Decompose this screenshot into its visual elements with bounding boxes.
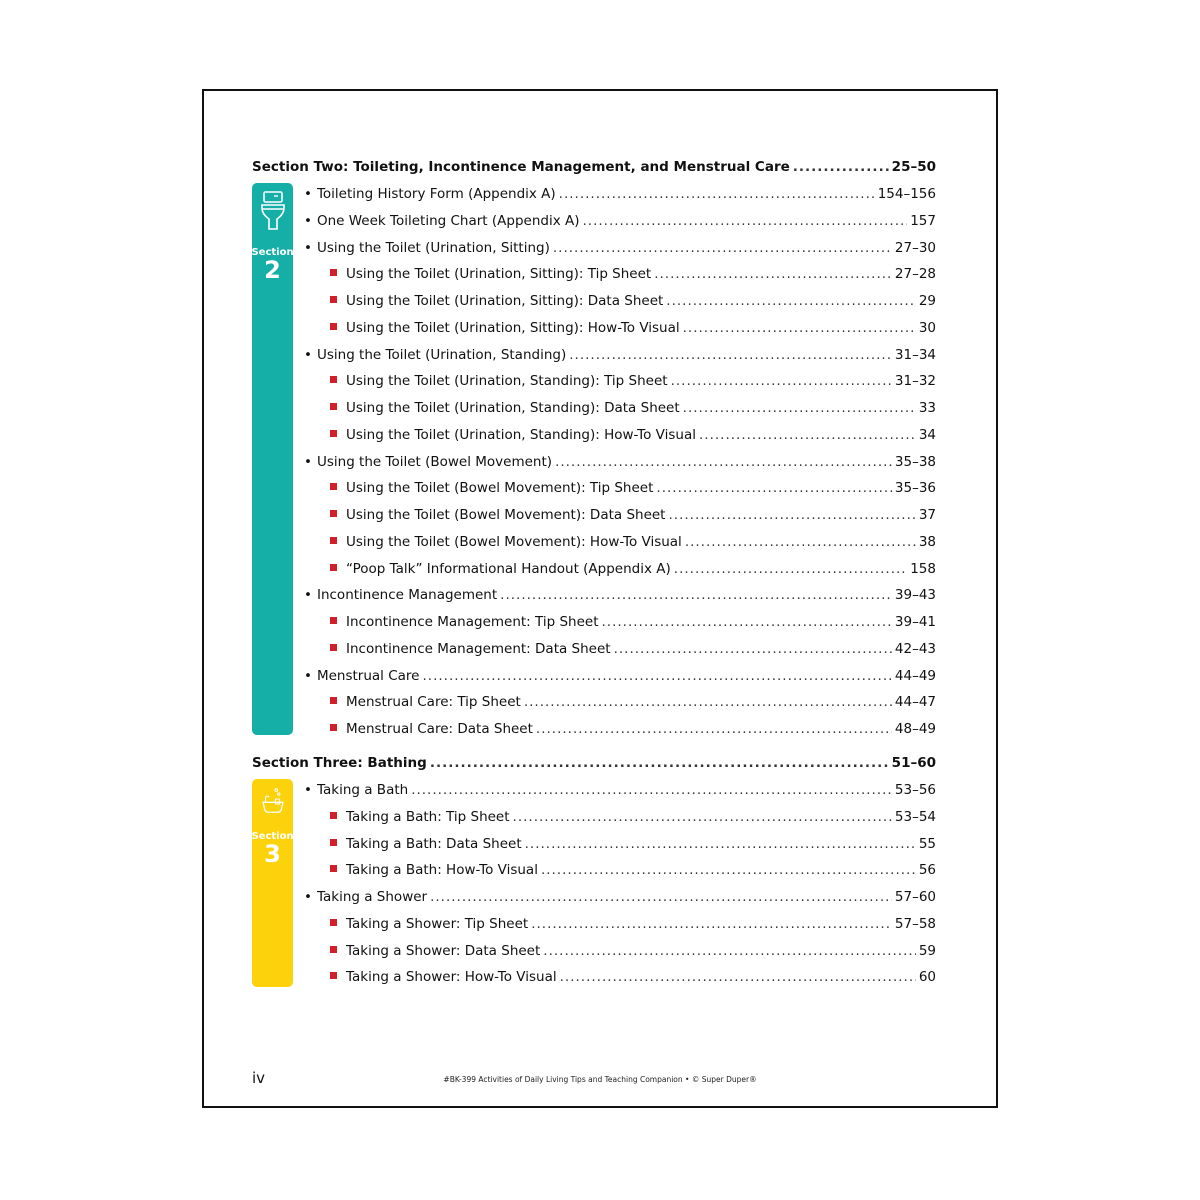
toc-entry[interactable]	[330, 561, 936, 577]
toc-entry[interactable]	[330, 836, 936, 852]
entry-title: Taking a Shower: How-To Visual	[346, 969, 557, 986]
dot-leader	[683, 320, 916, 336]
entry-title: Using the Toilet (Urination, Standing): Tip Sheet	[346, 373, 668, 390]
dot-leader	[685, 534, 916, 550]
page-range: 154–156	[877, 186, 936, 202]
tab-number: 3	[264, 840, 281, 868]
section-tab	[252, 183, 293, 735]
dot-leader	[583, 213, 908, 229]
page-range: 35–36	[894, 480, 936, 497]
dot-leader	[531, 916, 892, 932]
bathtub-icon	[259, 785, 287, 823]
dot-leader	[656, 480, 891, 496]
dot-leader	[560, 969, 916, 985]
dot-leader	[411, 782, 892, 798]
entry-title: Using the Toilet (Urination, Sitting): Data Sheet	[346, 293, 664, 309]
entry-title: Using the Toilet (Urination, Sitting): Tip Sheet	[346, 266, 652, 283]
dot-leader	[536, 721, 892, 737]
toc-entry[interactable]	[304, 347, 936, 363]
page-range: 57–58	[894, 915, 936, 932]
toc-entry[interactable]	[330, 427, 936, 443]
entry-title: Using the Toilet (Bowel Movement)	[316, 453, 553, 470]
toc-entry[interactable]	[304, 782, 936, 798]
dot-leader	[513, 809, 892, 825]
dot-leader	[602, 614, 892, 630]
toc-entry[interactable]	[330, 862, 936, 878]
red-square-bullet-icon	[330, 537, 337, 544]
section-heading[interactable]	[252, 159, 936, 175]
dot-leader	[543, 943, 916, 959]
page-range: 39–41	[894, 614, 936, 630]
dot-leader	[553, 240, 892, 256]
entry-title: Menstrual Care: Data Sheet	[346, 721, 533, 737]
dot-leader	[654, 266, 892, 282]
dot-leader	[569, 347, 892, 363]
page-range: 57–60	[894, 889, 936, 905]
toc-entry[interactable]	[330, 969, 936, 985]
entry-title: Using the Toilet (Urination, Standing): Data Sheet	[346, 400, 680, 416]
toc-entry[interactable]	[330, 373, 936, 389]
toc-entry[interactable]	[304, 668, 936, 684]
dot-leader	[683, 400, 916, 416]
page-range: 53–54	[894, 808, 936, 825]
page-range: 60	[918, 969, 936, 986]
entry-title: Taking a Bath: Data Sheet	[346, 835, 522, 852]
page-range: 55	[918, 835, 936, 852]
page-range: 33	[918, 400, 936, 416]
toc-entry[interactable]	[330, 266, 936, 282]
entry-title: Menstrual Care: Tip Sheet	[346, 694, 521, 711]
toc-entry[interactable]	[330, 694, 936, 710]
dot-leader	[430, 889, 892, 905]
red-square-bullet-icon	[330, 269, 337, 276]
bullet-icon: •	[304, 587, 312, 604]
dot-leader	[430, 755, 889, 771]
entry-title: Using the Toilet (Urination, Sitting)	[316, 239, 550, 256]
bullet-icon: •	[304, 782, 312, 798]
red-square-bullet-icon	[330, 510, 337, 517]
red-square-bullet-icon	[330, 865, 337, 872]
dot-leader	[541, 862, 916, 878]
toc-entry[interactable]	[330, 293, 936, 309]
red-square-bullet-icon	[330, 323, 337, 330]
toc-entry[interactable]	[330, 480, 936, 496]
entry-title: Taking a Shower: Data Sheet	[346, 942, 541, 959]
red-square-bullet-icon	[330, 724, 337, 731]
toc-entry[interactable]	[330, 320, 936, 336]
page-range: 48–49	[894, 721, 936, 737]
page-range: 51–60	[891, 755, 936, 771]
toc-entry[interactable]	[304, 186, 936, 202]
toc-entry[interactable]	[330, 809, 936, 825]
red-square-bullet-icon	[330, 564, 337, 571]
page-number: iv	[252, 1069, 266, 1087]
dot-leader	[699, 427, 916, 443]
section-title: Section Two: Toileting, Incontinence Management, and Menstrual Care	[252, 159, 790, 175]
bullet-icon: •	[304, 212, 312, 229]
page-range: 158	[910, 560, 936, 577]
entry-title: Using the Toilet (Urination, Sitting): How-To Visual	[346, 319, 680, 336]
toc-entry[interactable]	[304, 454, 936, 470]
toc-entry[interactable]	[330, 614, 936, 630]
page-range: 29	[918, 293, 936, 309]
red-square-bullet-icon	[330, 617, 337, 624]
entry-title: Using the Toilet (Bowel Movement): How-To Visual	[346, 533, 682, 550]
section-title: Section Three: Bathing	[252, 755, 427, 771]
dot-leader	[668, 507, 915, 523]
dot-leader	[671, 373, 892, 389]
page-range: 25–50	[891, 159, 936, 175]
dot-leader	[614, 641, 892, 657]
toc-entry[interactable]	[330, 943, 936, 959]
entry-title: One Week Toileting Chart (Appendix A)	[316, 212, 580, 229]
section-heading[interactable]	[252, 755, 936, 771]
toc-entry[interactable]	[304, 213, 936, 229]
red-square-bullet-icon	[330, 644, 337, 651]
toc-entry[interactable]	[330, 534, 936, 550]
entry-title: Taking a Bath: Tip Sheet	[346, 808, 510, 825]
entry-title: Using the Toilet (Bowel Movement): Data Sheet	[346, 507, 666, 523]
page-range: 27–28	[894, 266, 936, 283]
page-range: 37	[918, 507, 936, 523]
red-square-bullet-icon	[330, 403, 337, 410]
toc-entry[interactable]	[304, 587, 936, 603]
dot-leader	[524, 694, 892, 710]
page-range: 59	[918, 942, 936, 959]
section-tab	[252, 779, 293, 987]
red-square-bullet-icon	[330, 697, 337, 704]
red-square-bullet-icon	[330, 812, 337, 819]
bullet-icon: •	[304, 239, 312, 256]
entry-title: Using the Toilet (Bowel Movement): Tip Sheet	[346, 480, 654, 497]
page-range: 27–30	[894, 239, 936, 256]
footer-text: #BK-399 Activities of Daily Living Tips and Teaching Companion • © Super Duper®	[443, 1075, 757, 1084]
entry-title: Taking a Bath	[316, 782, 409, 798]
red-square-bullet-icon	[330, 376, 337, 383]
toc-entry[interactable]	[304, 240, 936, 256]
red-square-bullet-icon	[330, 483, 337, 490]
dot-leader	[793, 159, 889, 175]
page-range: 38	[918, 533, 936, 550]
bullet-icon: •	[304, 889, 312, 905]
dot-leader	[555, 454, 892, 470]
toc-entry[interactable]	[330, 721, 936, 737]
page-range: 42–43	[894, 640, 936, 657]
dot-leader	[525, 836, 916, 852]
toc-entry[interactable]	[304, 889, 936, 905]
red-square-bullet-icon	[330, 946, 337, 953]
entry-title: Using the Toilet (Urination, Standing): How-To Visual	[346, 426, 696, 443]
red-square-bullet-icon	[330, 919, 337, 926]
page-range: 39–43	[894, 587, 936, 604]
page-range: 157	[910, 212, 936, 229]
page-range: 44–47	[894, 694, 936, 711]
entry-title: Incontinence Management	[316, 587, 498, 604]
entry-title: Taking a Shower: Tip Sheet	[346, 915, 529, 932]
page-range: 53–56	[894, 782, 936, 798]
entry-title: Taking a Shower	[316, 889, 428, 905]
page-range: 34	[918, 426, 936, 443]
toc-entry[interactable]	[330, 400, 936, 416]
dot-leader	[559, 186, 875, 202]
tab-number: 2	[264, 256, 281, 284]
entry-title: Taking a Bath: How-To Visual	[346, 862, 538, 879]
page-range: 56	[918, 862, 936, 879]
document-page	[202, 89, 998, 1108]
page-range: 30	[918, 319, 936, 336]
entry-title: Incontinence Management: Tip Sheet	[346, 614, 599, 630]
toc-entry[interactable]	[330, 507, 936, 523]
tab-label: Section	[251, 831, 294, 842]
entry-title: Incontinence Management: Data Sheet	[346, 640, 611, 657]
dot-leader	[666, 293, 916, 309]
page-range: 31–34	[894, 346, 936, 363]
entry-title: Toileting History Form (Appendix A)	[316, 186, 556, 202]
red-square-bullet-icon	[330, 972, 337, 979]
page-range: 31–32	[894, 373, 936, 390]
dot-leader	[500, 587, 892, 603]
bullet-icon: •	[304, 453, 312, 470]
bullet-icon: •	[304, 667, 312, 684]
entry-title: Using the Toilet (Urination, Standing)	[316, 346, 567, 363]
bullet-icon: •	[304, 346, 312, 363]
red-square-bullet-icon	[330, 296, 337, 303]
red-square-bullet-icon	[330, 839, 337, 846]
entry-title: “Poop Talk” Informational Handout (Appendix A)	[346, 560, 671, 577]
page-range: 44–49	[894, 667, 936, 684]
toc-entry[interactable]	[330, 641, 936, 657]
toc-entry[interactable]	[330, 916, 936, 932]
dot-leader	[422, 668, 891, 684]
red-square-bullet-icon	[330, 430, 337, 437]
tab-label: Section	[251, 247, 294, 258]
bullet-icon: •	[304, 186, 312, 202]
page-range: 35–38	[894, 453, 936, 470]
toilet-icon	[259, 189, 287, 235]
entry-title: Menstrual Care	[316, 667, 420, 684]
dot-leader	[674, 561, 907, 577]
